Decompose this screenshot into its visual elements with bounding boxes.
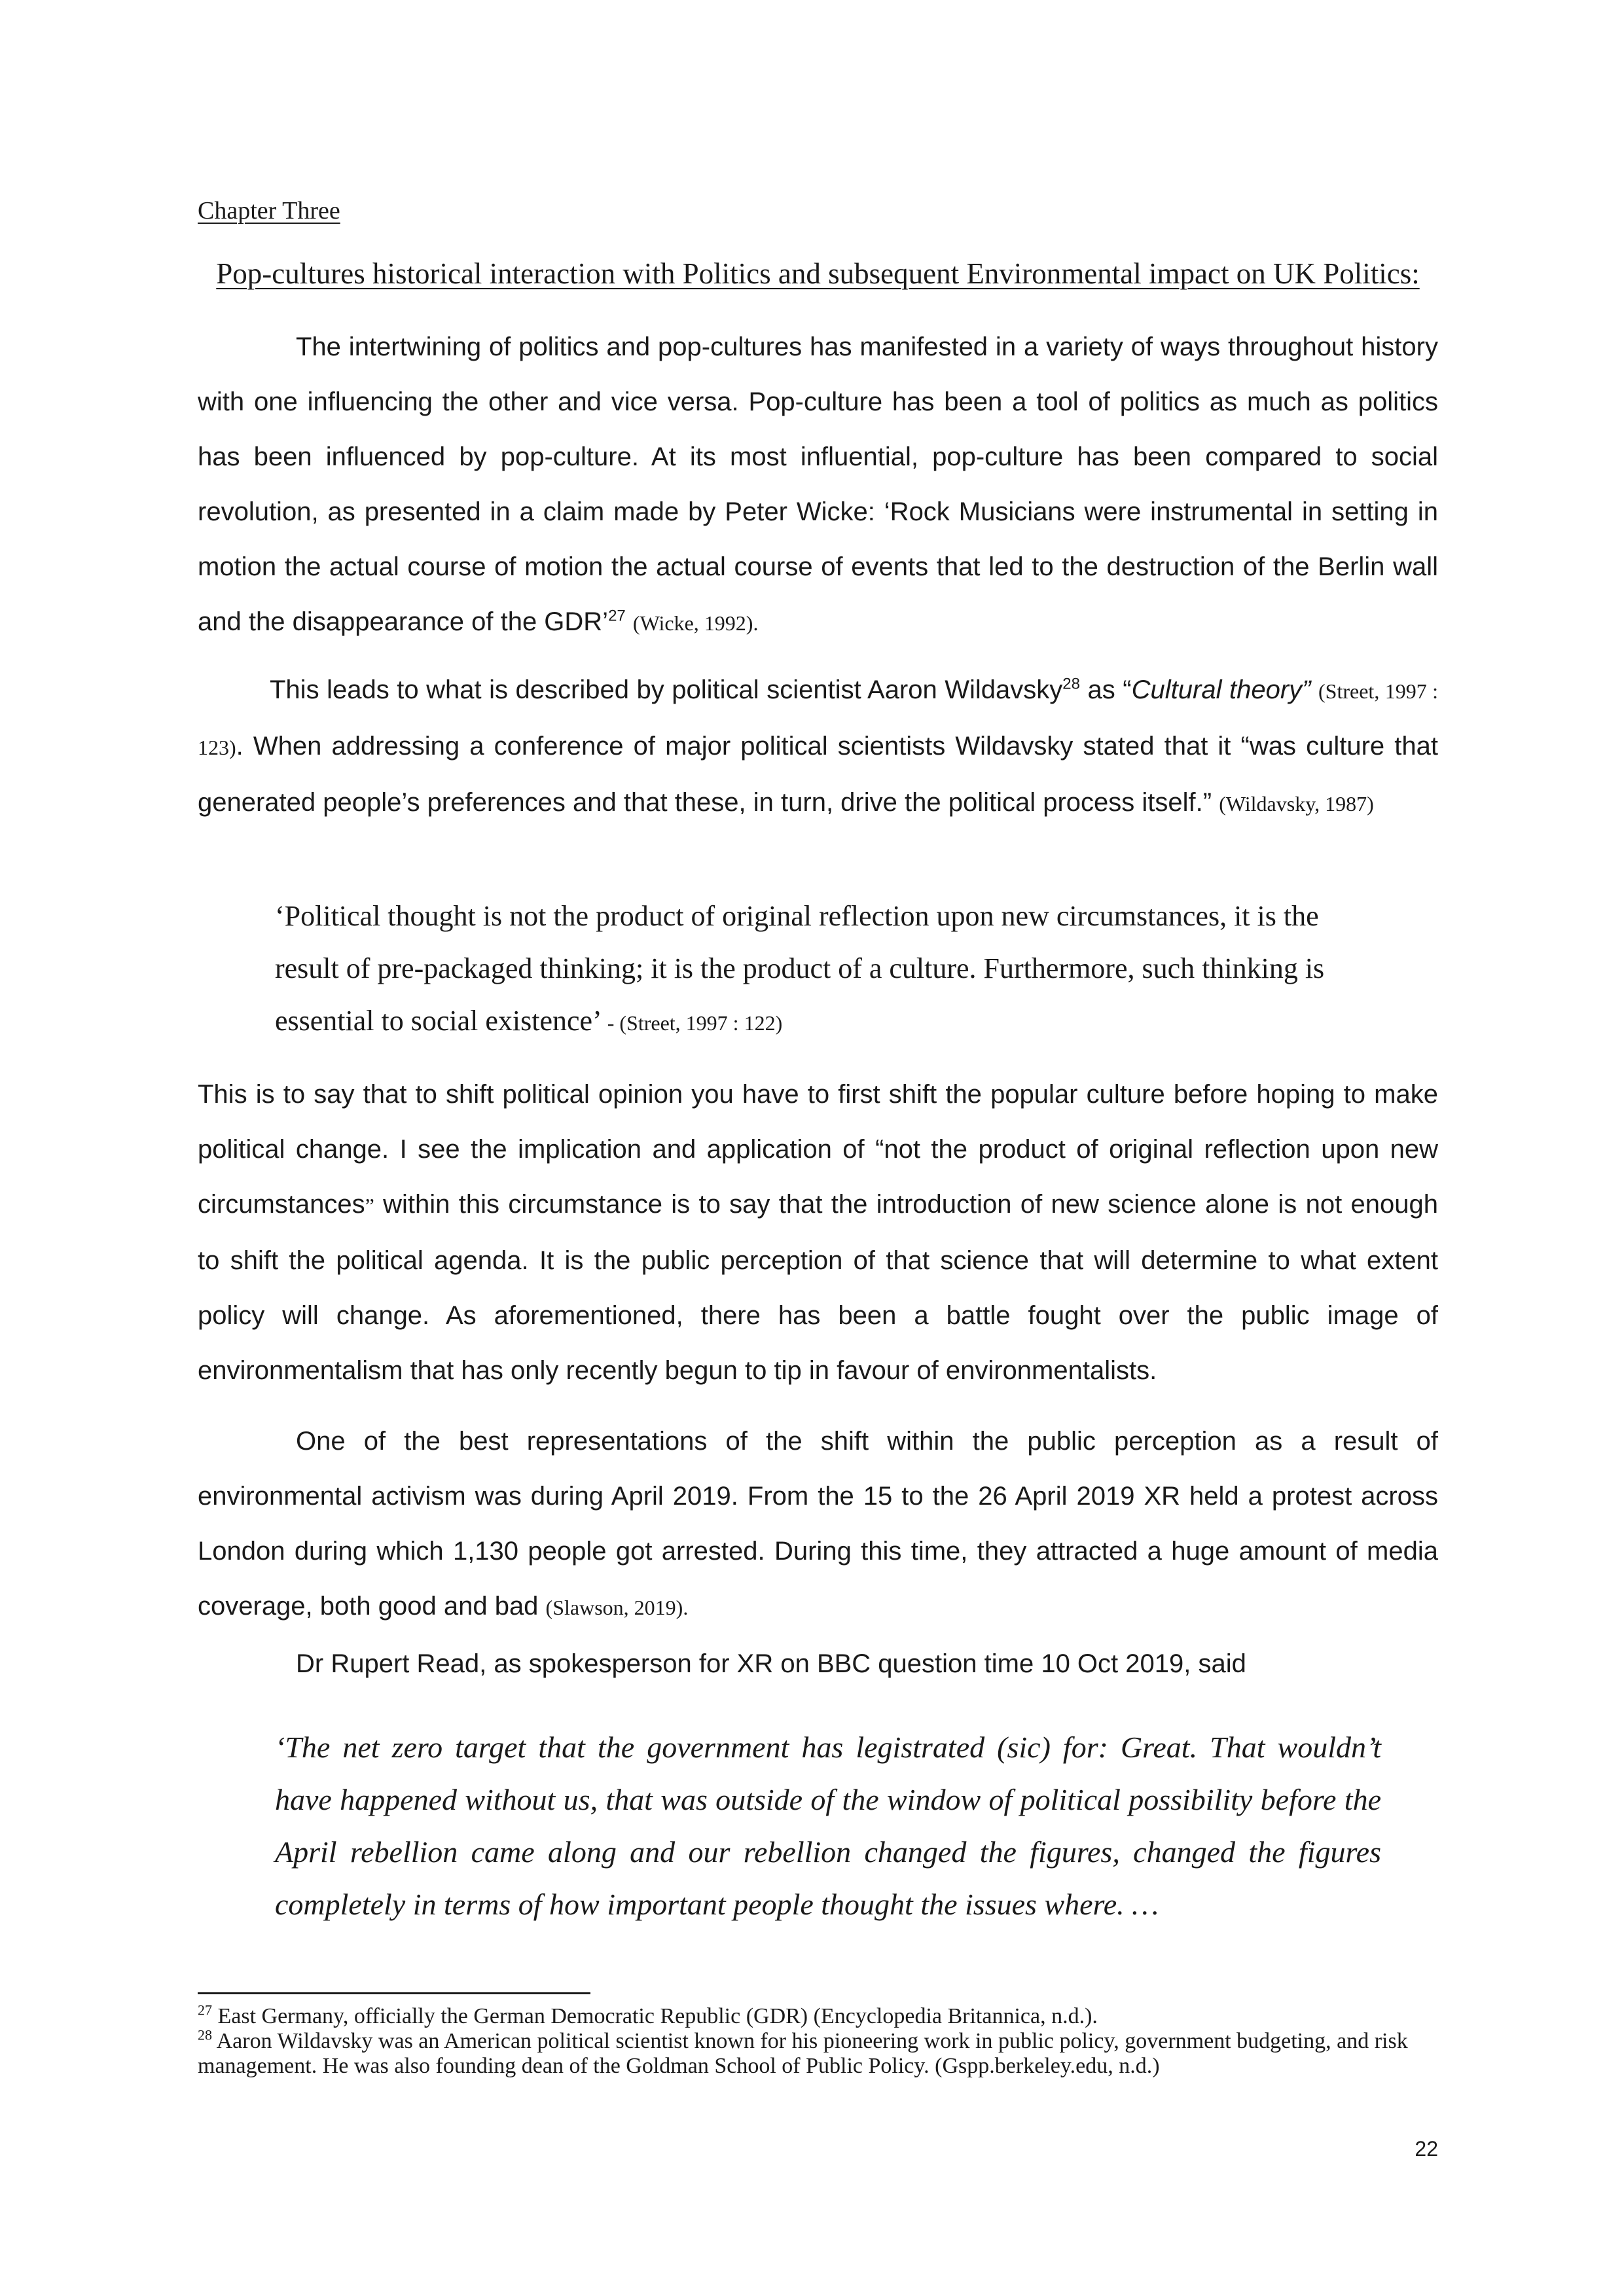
paragraph-1 xyxy=(198,319,1438,651)
paragraph-2-text-c: . When addressing a conference of major political scientists Wildavsky stated that it “was culture that generated people’s preferences and that these, in turn, drive the political process itself.” xyxy=(198,732,1438,817)
chapter-label: Chapter Three xyxy=(198,197,340,224)
footnote-ref-28: 28 xyxy=(1062,675,1080,693)
citation-wicke: (Wicke, 1992). xyxy=(632,611,759,635)
citation-street-122: - (Street, 1997 : 122) xyxy=(602,1011,783,1035)
footnote-27 xyxy=(198,2001,1438,2029)
page-number: 22 xyxy=(1415,2137,1438,2161)
paragraph-3-text-b: within this circumstance is to say that the introduction of new science alone is not enough to shift the political agenda. It is the public perception of that science that will determine to what extent policy will change. As aforementioned, there has been a battle fought over the public image of environmentalism that has only recently begun to tip in favour of environmentalists. xyxy=(198,1190,1438,1385)
paragraph-2 xyxy=(198,662,1438,831)
section-heading: Pop-cultures historical interaction with Politics and subsequent Environmental impact on UK Politics: xyxy=(216,257,1420,290)
paragraph-5 xyxy=(198,1636,1438,1691)
closing-quote-mark: ” xyxy=(365,1194,374,1217)
paragraph-1-text: The intertwining of politics and pop-cultures has manifested in a variety of ways throughout history with one influencing the other and vice versa. Pop-culture has been a tool of politics as much as politics has been influenced by pop-culture. At its most influential, pop-culture has been compared to social revolution, as presented in a claim made by Peter Wicke: ‘Rock Musicians were instrumental in setting in motion the actual course of motion the actual course of events that led to the destruction of the Berlin wall and the disappearance of the GDR’ xyxy=(198,332,1438,636)
paragraph-2-text-a: This leads to what is described by political scientist Aaron Wildavsky xyxy=(270,675,1063,704)
block-quote-2 xyxy=(275,1721,1381,1931)
citation-wildavsky: (Wildavsky, 1987) xyxy=(1219,792,1374,816)
footnote-27-number: 27 xyxy=(198,2001,212,2018)
block-quote-2-text: ‘The net zero target that the government has legistrated (sic) for: Great. That wouldn’t have happened without us, that was outside of the window of political possibility before the April rebellion came along and our rebellion changed the figures, changed the figures completely in terms of how important people thought the issues where. … xyxy=(275,1731,1381,1921)
cultural-theory-term: Cultural theory” xyxy=(1131,675,1311,704)
citation-street-123: (Street, 1997 : 123) xyxy=(198,679,1439,759)
footnote-ref-27: 27 xyxy=(608,607,626,625)
footnote-28-text: Aaron Wildavsky was an American political scientist known for his pioneering work in public policy, government budgeting, and risk management. He was also founding dean of the Goldman School of Public Policy. (Gspp.berkeley.edu, n.d.) xyxy=(198,2029,1408,2078)
paragraph-4-text: One of the best representations of the shift within the public perception as a result of environmental activism was during April 2019. From the 15 to the 26 April 2019 XR held a protest across London during which 1,130 people got arrested. During this time, they attracted a huge amount of media coverage, both good and bad xyxy=(198,1427,1438,1621)
footnote-28-number: 28 xyxy=(198,2026,212,2043)
footnote-divider xyxy=(198,1992,590,1994)
paragraph-5-text: Dr Rupert Read, as spokesperson for XR on BBC question time 10 Oct 2019, said xyxy=(296,1649,1246,1678)
footnote-28 xyxy=(198,2026,1438,2079)
block-quote-1 xyxy=(275,890,1381,1049)
paragraph-3 xyxy=(198,1067,1438,1398)
paragraph-4 xyxy=(198,1414,1438,1635)
paragraph-2-text-b: as “ xyxy=(1080,675,1132,704)
citation-slawson: (Slawson, 2019). xyxy=(545,1596,689,1619)
footnote-27-text: East Germany, officially the German Democratic Republic (GDR) (Encyclopedia Britannica, n.d.). xyxy=(217,2004,1098,2028)
paragraph-3-text-a: This is to say that to shift political opinion you have to first shift the popular culture before hoping to make political change. I see the implication and application of “not the product of original reflection upon new circumstances xyxy=(198,1080,1438,1219)
block-quote-1-text: ‘Political thought is not the product of original reflection upon new circumstances, it is the result of pre-packaged thinking; it is the product of a culture. Furthermore, such thinking is essential to social existence’ xyxy=(275,900,1325,1037)
